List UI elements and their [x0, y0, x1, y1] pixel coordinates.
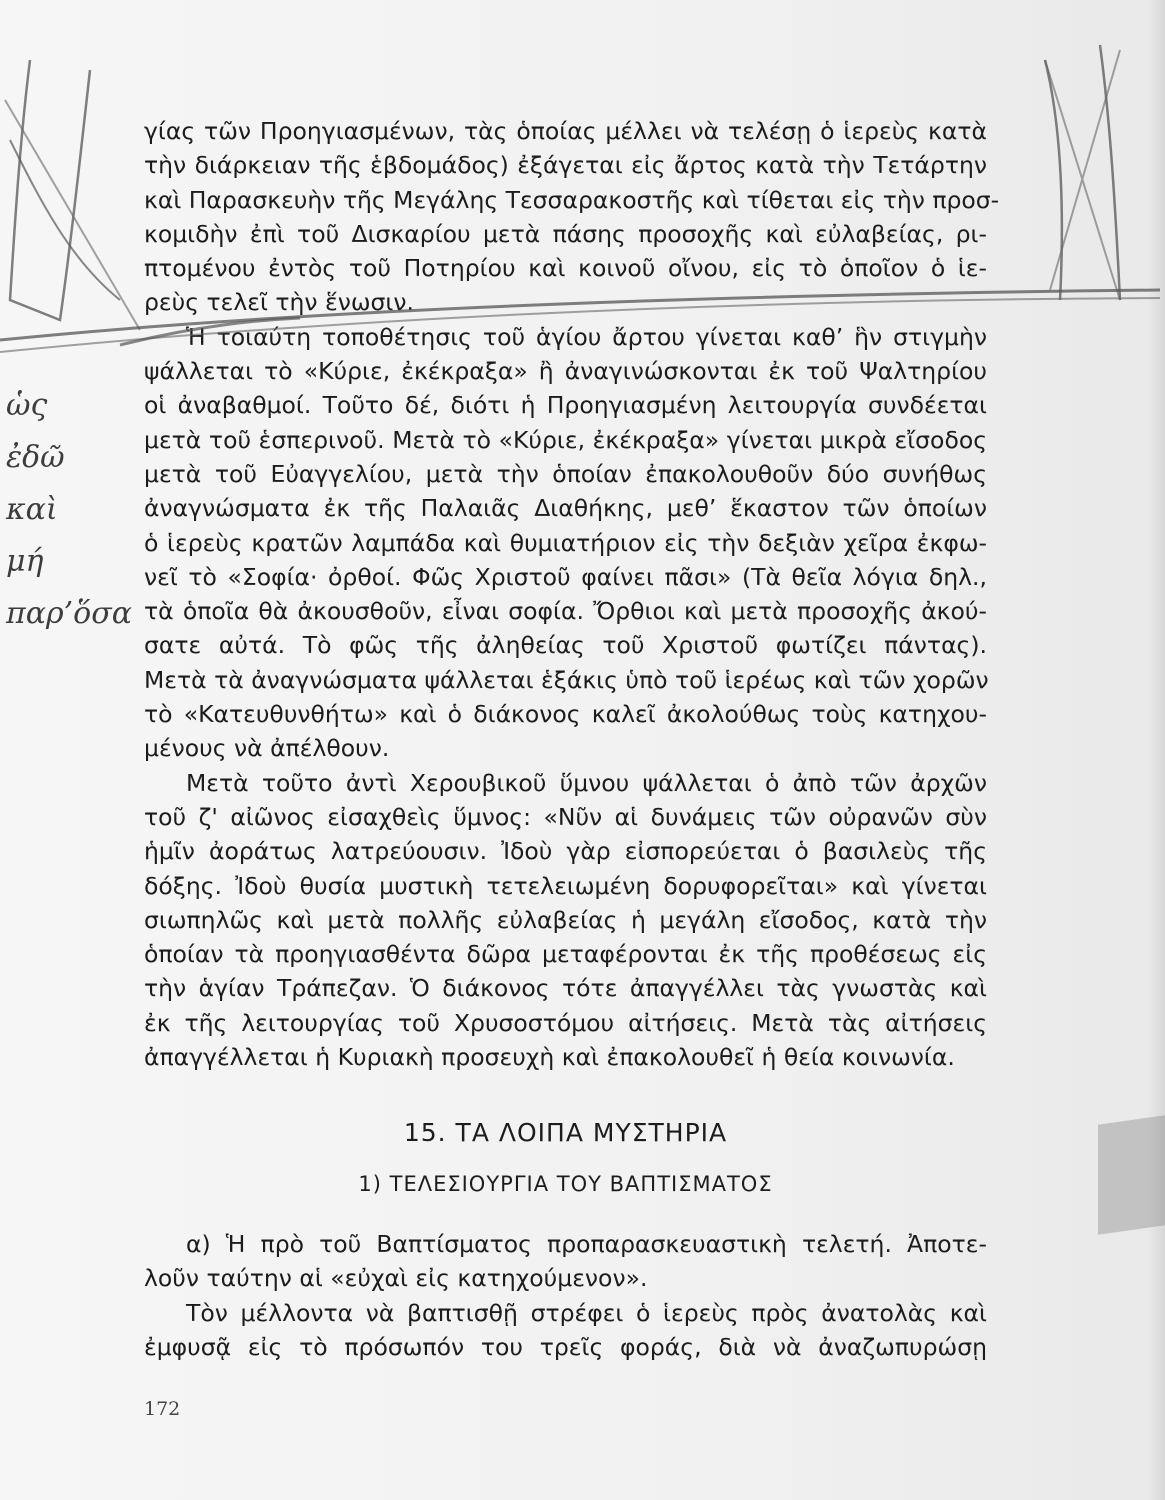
text-line: τοῦ ζ' αἰῶνος εἰσαχθεὶς ὕμνος: «Νῦν αἱ δυνάμεις τῶν οὐρανῶν σὺν: [144, 802, 987, 831]
text-line: μετὰ τοῦ ἑσπερινοῦ. Μετὰ τὸ «Κύριε, ἐκέκραξα» γίνεται μικρὰ εἴσοδος: [144, 425, 987, 454]
text-line: Μετὰ τοῦτο ἀντὶ Χερουβικοῦ ὕμνου ψάλλεται ὁ ἀπὸ τῶν ἀρχῶν: [186, 768, 987, 797]
text-line: ἡμῖν ἀοράτως λατρεύουσιν. Ἰδοὺ γὰρ εἰσπορεύεται ὁ βασιλεὺς τῆς: [144, 837, 987, 866]
margin-note-line: καὶ: [6, 492, 58, 527]
text-line: μετὰ τοῦ Εὐαγγελίου, μετὰ τὴν ὁποίαν ἐπακολουθοῦν δύο συνήθως: [144, 459, 987, 488]
text-line: ἀναγνώσματα ἐκ τῆς Παλαιᾶς Διαθήκης, μεθ’ ἕκαστον τῶν ὁποίων: [144, 494, 987, 523]
text-line: λοῦν ταύτην αἱ «εὐχαὶ εἰς κατηχούμενον».: [144, 1264, 648, 1293]
text-line: ψάλλεται τὸ «Κύριε, ἐκέκραξα» ἢ ἀναγινώσκονται ἐκ τοῦ Ψαλτηρίου: [144, 357, 987, 386]
section-heading: 1) ΤΕΛΕΣΙΟΥΡΓΙΑ ΤΟΥ ΒΑΠΤΙΣΜΑΤΟΣ: [358, 1172, 773, 1196]
text-line: καὶ Παρασκευὴν τῆς Μεγάλης Τεσσαρακοστῆς καὶ τίθεται εἰς τὴν προσ-: [144, 185, 1000, 214]
text-line: ρεὺς τελεῖ τὴν ἕνωσιν.: [144, 288, 414, 317]
text-line: τὴν ἁγίαν Τράπεζαν. Ὁ διάκονος τότε ἀπαγγέλλει τὰς γνωστὰς καὶ: [144, 974, 987, 1003]
left-pencil-stroke: [5, 100, 140, 330]
text-line: ἐμφυσᾷ εἰς τὸ πρόσωπόν του τρεῖς φοράς, διὰ νὰ ἀναζωπυρώσῃ: [144, 1332, 987, 1361]
right-pencil-stroke: [1045, 50, 1120, 300]
text-line: Ἡ τοιαύτη τοποθέτησις τοῦ ἁγίου ἄρτου γίνεται καθ’ ἣν στιγμὴν: [186, 322, 987, 351]
page-number: 172: [144, 1398, 181, 1420]
text-line: γίας τῶν Προηγιασμένων, τὰς ὁποίας μέλλει νὰ τελέσῃ ὁ ἱερεὺς κατὰ: [144, 117, 987, 145]
text-line: ὁποίαν τὰ προηγιασθέντα δῶρα μεταφέρονται ἐκ τῆς προθέσεως εἰς: [144, 940, 987, 969]
text-line: κομιδὴν ἐπὶ τοῦ Δισκαρίου μετὰ πάσης προσοχῆς καὶ εὐλαβείας, ρι-: [144, 219, 987, 248]
text-line: ἀπαγγέλλεται ἡ Κυριακὴ προσευχὴ καὶ ἐπακολουθεῖ ἡ θεία κοινωνία.: [144, 1043, 955, 1072]
margin-note-line: ὡς: [6, 388, 48, 423]
left-pencil-bracket: [10, 60, 90, 320]
text-line: νεῖ τὸ «Σοφία· ὀρθοί. Φῶς Χριστοῦ φαίνει πᾶσι» (Τὰ θεῖα λόγια δηλ.,: [144, 562, 987, 591]
text-line: τὸ «Κατευθυνθήτω» καὶ ὁ διάκονος καλεῖ ἀκολούθως τοὺς κατηχου-: [144, 700, 987, 729]
text-line: πτομένου ἐντὸς τοῦ Ποτηρίου καὶ κοινοῦ οἴνου, εἰς τὸ ὁποῖον ὁ ἱε-: [144, 254, 987, 283]
text-line: σατε αὐτά. Τὸ φῶς τῆς ἀληθείας τοῦ Χριστοῦ φωτίζει πάντας).: [144, 631, 987, 660]
chapter-heading: 15. ΤΑ ΛΟΙΠΑ ΜΥΣΤΗΡΙΑ: [403, 1118, 728, 1147]
text-line: τὰ ὁποῖα θὰ ἀκουσθοῦν, εἶναι σοφία. Ὄρθιοι καὶ μετὰ προσοχῆς ἀκού-: [144, 597, 987, 626]
margin-note-line: ἐδῶ: [6, 440, 65, 475]
text-line: Μετὰ τὰ ἀναγνώσματα ψάλλεται ἑξάκις ὑπὸ τοῦ ἱερέως καὶ τῶν χορῶν: [144, 665, 989, 694]
text-line: ἐκ τῆς λειτουργίας τοῦ Χρυσοστόμου αἰτήσεις. Μετὰ τὰς αἰτήσεις: [144, 1008, 987, 1037]
margin-note-line: παρ’ὅσα: [6, 596, 132, 631]
text-line: ὁ ἱερεὺς κρατῶν λαμπάδα καὶ θυμιατήριον εἰς τὴν δεξιὰν χεῖρα ἐκφω-: [144, 528, 987, 557]
text-line: μένους νὰ ἀπέλθουν.: [144, 734, 390, 763]
text-line: Τὸν μέλλοντα νὰ βαπτισθῇ στρέφει ὁ ἱερεὺς πρὸς ἀνατολὰς καὶ: [186, 1298, 987, 1327]
margin-note-line: μή: [6, 544, 44, 579]
text-line: α) Ἡ πρὸ τοῦ Βαπτίσματος προπαρασκευαστικὴ τελετή. Ἀποτε-: [186, 1230, 987, 1258]
text-line: τὴν διάρκειαν τῆς ἑβδομάδος) ἐξάγεται εἰς ἄρτος κατὰ τὴν Τετάρτην: [144, 151, 987, 180]
text-line: σιωπηλῶς καὶ μετὰ πολλῆς εὐλαβείας ἡ μεγάλη εἴσοδος, κατὰ τὴν: [144, 905, 987, 934]
text-line: οἱ ἀναβαθμοί. Τοῦτο δέ, διότι ἡ Προηγιασμένη λειτουργία συνδέεται: [144, 391, 987, 420]
text-line: δόξης. Ἰδοὺ θυσία μυστικὴ τετελειωμένη δορυφορεῖται» καὶ γίνεται: [144, 871, 987, 900]
